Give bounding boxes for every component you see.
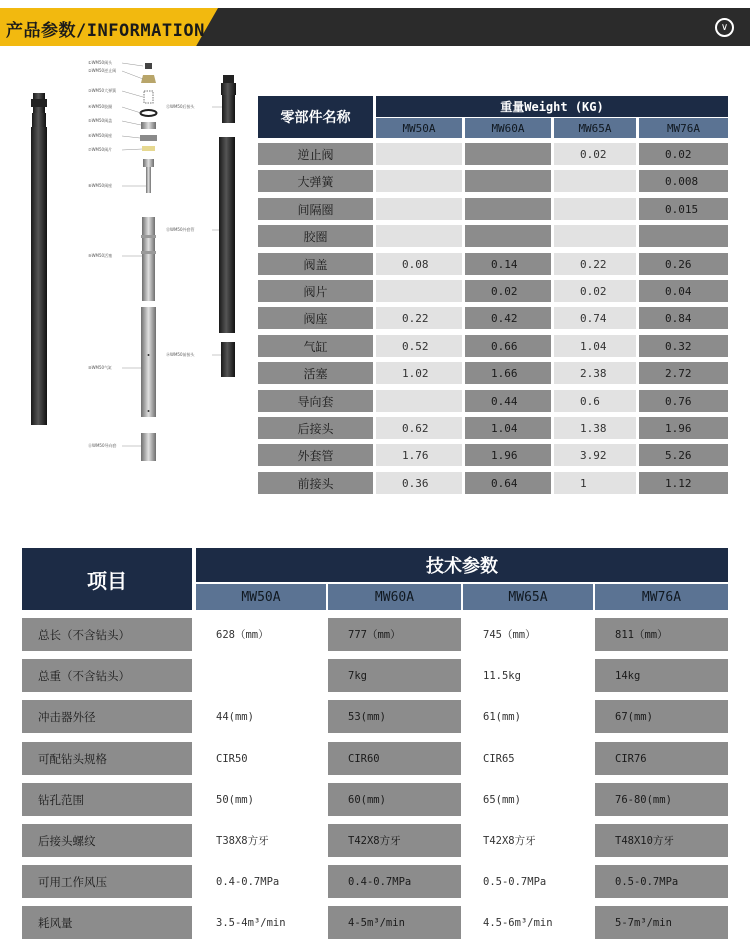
- param-value-cell: T48X10方牙: [595, 824, 728, 857]
- param-name-cell: 可用工作风压: [22, 865, 192, 898]
- param-value-cell: CIR50: [196, 742, 326, 775]
- param-value-cell: 628（mm）: [196, 618, 326, 651]
- part-label: ⑫WM50后接头: [166, 104, 195, 109]
- param-name-cell: 可配钻头规格: [22, 742, 192, 775]
- model-header: MW60A: [465, 118, 551, 138]
- weight-cell: 0.008: [639, 170, 728, 192]
- weight-cell: [465, 143, 551, 165]
- part-label: ②WM50逆止阀: [88, 68, 117, 73]
- weight-cell: [376, 143, 462, 165]
- part-label: ⑦WM50阀片: [88, 147, 113, 152]
- assembled-hammer: [31, 93, 47, 425]
- exploded-parts: [140, 63, 157, 461]
- param-value-cell: CIR60: [328, 742, 461, 775]
- weight-cell: 1.66: [465, 362, 551, 384]
- weight-cell: [376, 198, 462, 220]
- section-title: 产品参数/INFORMATION: [6, 21, 205, 41]
- weight-cell: 0.02: [465, 280, 551, 302]
- weight-cell: 0.74: [554, 307, 636, 329]
- param-name-cell: 后接头螺纹: [22, 824, 192, 857]
- param-name-cell: 钻孔范围: [22, 783, 192, 816]
- param-value-cell: 5-7m³/min: [595, 906, 728, 939]
- part-name-cell: 逆止阀: [258, 143, 373, 165]
- weight-cell: 0.62: [376, 417, 462, 439]
- param-value-cell: 11.5kg: [463, 659, 593, 692]
- param-value-cell: 0.5-0.7MPa: [463, 865, 593, 898]
- weight-cell: 0.02: [554, 280, 636, 302]
- param-value-cell: CIR76: [595, 742, 728, 775]
- model-header: MW65A: [554, 118, 636, 138]
- model-header: MW50A: [376, 118, 462, 138]
- leader-lines: [122, 63, 222, 446]
- weight-cell: 1: [554, 472, 636, 494]
- weight-cell: 1.04: [554, 335, 636, 357]
- part-label: ⑭WM50前接头: [166, 352, 195, 357]
- item-header: 项目: [22, 548, 192, 610]
- section-header: [0, 8, 750, 46]
- weight-cell: 0.32: [639, 335, 728, 357]
- param-value-cell: 50(mm): [196, 783, 326, 816]
- weight-cell: 5.26: [639, 444, 728, 466]
- params-header: 技术参数: [196, 548, 728, 582]
- weight-cell: 0.76: [639, 390, 728, 412]
- weight-cell: [465, 225, 551, 247]
- part-name-cell: 阀盖: [258, 253, 373, 275]
- weight-cell: 1.02: [376, 362, 462, 384]
- param-value-cell: 67(mm): [595, 700, 728, 733]
- part-name-cell: 导向套: [258, 390, 373, 412]
- param-value-cell: 14kg: [595, 659, 728, 692]
- weight-cell: [376, 225, 462, 247]
- part-label: ⑩WM50气缸: [88, 365, 113, 370]
- param-value-cell: 745（mm）: [463, 618, 593, 651]
- weight-cell: 0.36: [376, 472, 462, 494]
- weight-cell: 2.38: [554, 362, 636, 384]
- part-name-cell: 胶圈: [258, 225, 373, 247]
- weight-cell: 0.22: [376, 307, 462, 329]
- weight-cell: [376, 390, 462, 412]
- weight-cell: 0.52: [376, 335, 462, 357]
- weight-cell: 1.38: [554, 417, 636, 439]
- param-value-cell: 0.5-0.7MPa: [595, 865, 728, 898]
- weight-cell: 3.92: [554, 444, 636, 466]
- weight-cell: 0.64: [465, 472, 551, 494]
- model-header: MW50A: [196, 584, 326, 610]
- part-label: ④WM50胶圈: [88, 104, 113, 109]
- weight-cell: 0.44: [465, 390, 551, 412]
- part-name-header: 零部件名称: [258, 96, 373, 138]
- part-name-cell: 外套管: [258, 444, 373, 466]
- weight-cell: 1.96: [465, 444, 551, 466]
- parts-diagram: [0, 55, 255, 485]
- weight-cell: 1.04: [465, 417, 551, 439]
- param-value-cell: T38X8方牙: [196, 824, 326, 857]
- param-value-cell: 0.4-0.7MPa: [328, 865, 461, 898]
- weight-cell: 0.14: [465, 253, 551, 275]
- weight-cell: 0.08: [376, 253, 462, 275]
- weight-header: 重量Weight (KG): [376, 96, 728, 117]
- param-value-cell: [196, 659, 326, 692]
- weight-cell: 0.04: [639, 280, 728, 302]
- part-label: ⑬WM50外套管: [166, 227, 195, 232]
- weight-cell: 0.42: [465, 307, 551, 329]
- weight-cell: 0.015: [639, 198, 728, 220]
- param-value-cell: 777（mm）: [328, 618, 461, 651]
- weight-cell: 2.72: [639, 362, 728, 384]
- weight-cell: [465, 198, 551, 220]
- param-value-cell: T42X8方牙: [328, 824, 461, 857]
- part-label: ⑤WM50阀盖: [88, 118, 113, 123]
- chevron-down-icon[interactable]: ∨: [715, 18, 734, 37]
- param-value-cell: CIR65: [463, 742, 593, 775]
- weight-cell: 0.84: [639, 307, 728, 329]
- param-name-cell: 总长（不含钻头）: [22, 618, 192, 651]
- param-name-cell: 总重（不含钻头）: [22, 659, 192, 692]
- weight-cell: 0.66: [465, 335, 551, 357]
- weight-cell: [554, 225, 636, 247]
- weight-cell: [554, 198, 636, 220]
- param-value-cell: 0.4-0.7MPa: [196, 865, 326, 898]
- weight-cell: 0.6: [554, 390, 636, 412]
- param-value-cell: 60(mm): [328, 783, 461, 816]
- param-value-cell: 4-5m³/min: [328, 906, 461, 939]
- param-name-cell: 冲击器外径: [22, 700, 192, 733]
- part-label: ⑧WM50阀座: [88, 183, 113, 188]
- weight-cell: [465, 170, 551, 192]
- model-header: MW76A: [639, 118, 728, 138]
- outer-parts: [219, 75, 236, 377]
- param-name-cell: 耗风量: [22, 906, 192, 939]
- param-value-cell: 3.5-4m³/min: [196, 906, 326, 939]
- part-name-cell: 后接头: [258, 417, 373, 439]
- param-value-cell: 61(mm): [463, 700, 593, 733]
- model-header: MW76A: [595, 584, 728, 610]
- weight-cell: [639, 225, 728, 247]
- part-name-cell: 大弹簧: [258, 170, 373, 192]
- part-name-cell: 阀座: [258, 307, 373, 329]
- part-label: ⑥WM50阀座: [88, 133, 113, 138]
- param-value-cell: T42X8方牙: [463, 824, 593, 857]
- part-name-cell: 前接头: [258, 472, 373, 494]
- weight-cell: 0.22: [554, 253, 636, 275]
- part-label: ⑪WM50导向套: [88, 443, 117, 448]
- param-value-cell: 65(mm): [463, 783, 593, 816]
- model-header: MW65A: [463, 584, 593, 610]
- drill-hammer-illustration: [0, 55, 255, 485]
- param-value-cell: 811（mm）: [595, 618, 728, 651]
- weight-cell: 0.26: [639, 253, 728, 275]
- weight-cell: [376, 170, 462, 192]
- part-name-cell: 阀片: [258, 280, 373, 302]
- param-value-cell: 4.5-6m³/min: [463, 906, 593, 939]
- param-value-cell: 76-80(mm): [595, 783, 728, 816]
- model-header: MW60A: [328, 584, 461, 610]
- part-label: ①WM50阀头: [88, 60, 113, 65]
- part-label: ③WM50大弹簧: [88, 88, 117, 93]
- weight-cell: [376, 280, 462, 302]
- weight-cell: 1.96: [639, 417, 728, 439]
- part-name-cell: 活塞: [258, 362, 373, 384]
- weight-cell: [554, 170, 636, 192]
- param-value-cell: 53(mm): [328, 700, 461, 733]
- part-name-cell: 间隔圈: [258, 198, 373, 220]
- weight-cell: 0.02: [554, 143, 636, 165]
- part-label: ⑨WM50活塞: [88, 253, 113, 258]
- param-value-cell: 44(mm): [196, 700, 326, 733]
- param-value-cell: 7kg: [328, 659, 461, 692]
- weight-cell: 0.02: [639, 143, 728, 165]
- part-name-cell: 气缸: [258, 335, 373, 357]
- weight-cell: 1.76: [376, 444, 462, 466]
- weight-cell: 1.12: [639, 472, 728, 494]
